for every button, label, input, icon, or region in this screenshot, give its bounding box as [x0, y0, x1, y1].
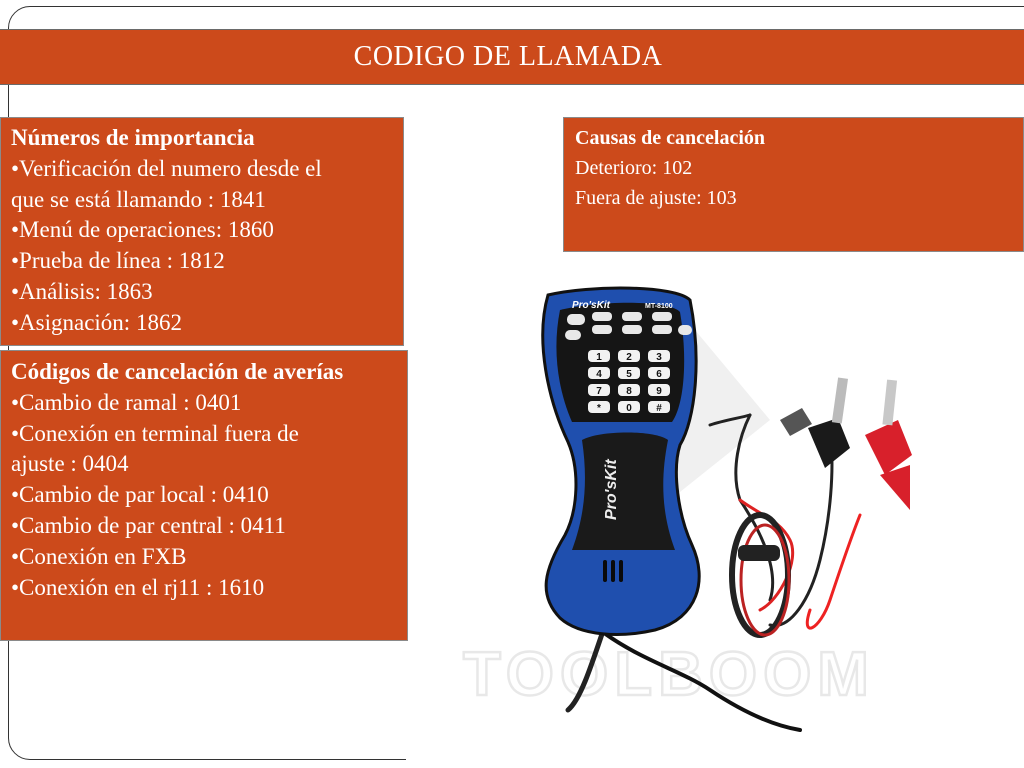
importance-line: •Prueba de línea : 1812 [11, 248, 225, 274]
fault-code-line: •Conexión en FXB [11, 543, 187, 569]
cancel-causes-box [563, 117, 1024, 252]
cause-line: Fuera de ajuste: 103 [575, 187, 737, 209]
fault-code-line: •Cambio de par local : 0410 [11, 482, 269, 508]
keypad-key-label: 7 [596, 386, 602, 397]
keypad-key-label: 8 [626, 386, 632, 397]
side-brand-label: Pro'sKit [603, 459, 620, 520]
keypad-key-label: 2 [626, 352, 632, 363]
watermark-text: TOOLBOOM [463, 640, 875, 709]
importance-line: •Menú de operaciones: 1860 [11, 217, 274, 243]
fault-code-line: •Conexión en el rj11 : 1610 [11, 574, 265, 600]
causes-heading: Causas de cancelación [575, 127, 765, 149]
keypad-key-label: 9 [656, 386, 662, 397]
importance-line: •Análisis: 1863 [11, 278, 153, 304]
butt-set-photo [440, 270, 1024, 740]
importance-line: •Asignación: 1862 [11, 309, 182, 335]
keypad-key-label: 6 [656, 369, 662, 380]
keypad-key-label: 0 [626, 403, 632, 414]
importance-numbers-box [0, 117, 404, 346]
keypad-key-label: 5 [626, 369, 632, 380]
fault-code-line: •Cambio de par central : 0411 [11, 512, 286, 538]
importance-line: •Verificación del numero desde el [11, 155, 322, 181]
model-label: MT-8100 [645, 303, 673, 310]
fault-code-line: •Conexión en terminal fuera de [11, 420, 299, 446]
keypad-key-label: # [656, 403, 662, 414]
brand-label: Pro'sKit [572, 300, 610, 311]
title-bar [0, 29, 1024, 85]
keypad-key-label: 4 [596, 369, 602, 380]
importance-heading: Números de importancia [11, 125, 255, 150]
keypad-key-label: 3 [656, 352, 662, 363]
importance-line: que se está llamando : 1841 [11, 186, 266, 212]
speaker-grille [603, 560, 623, 582]
keypad-key-label: * [597, 403, 601, 414]
slide-title: CODIGO DE LLAMADA [353, 41, 663, 72]
alligator-clips [780, 378, 912, 510]
keypad-key-label: 1 [596, 352, 602, 363]
fault-cancel-codes-box [0, 350, 408, 641]
frame-gap [406, 740, 1024, 768]
cause-line: Deterioro: 102 [575, 157, 693, 179]
fault-codes-heading: Códigos de cancelación de averías [11, 359, 344, 384]
fault-code-line: •Cambio de ramal : 0401 [11, 389, 242, 415]
handset [543, 288, 699, 634]
fault-code-line: ajuste : 0404 [11, 451, 129, 477]
